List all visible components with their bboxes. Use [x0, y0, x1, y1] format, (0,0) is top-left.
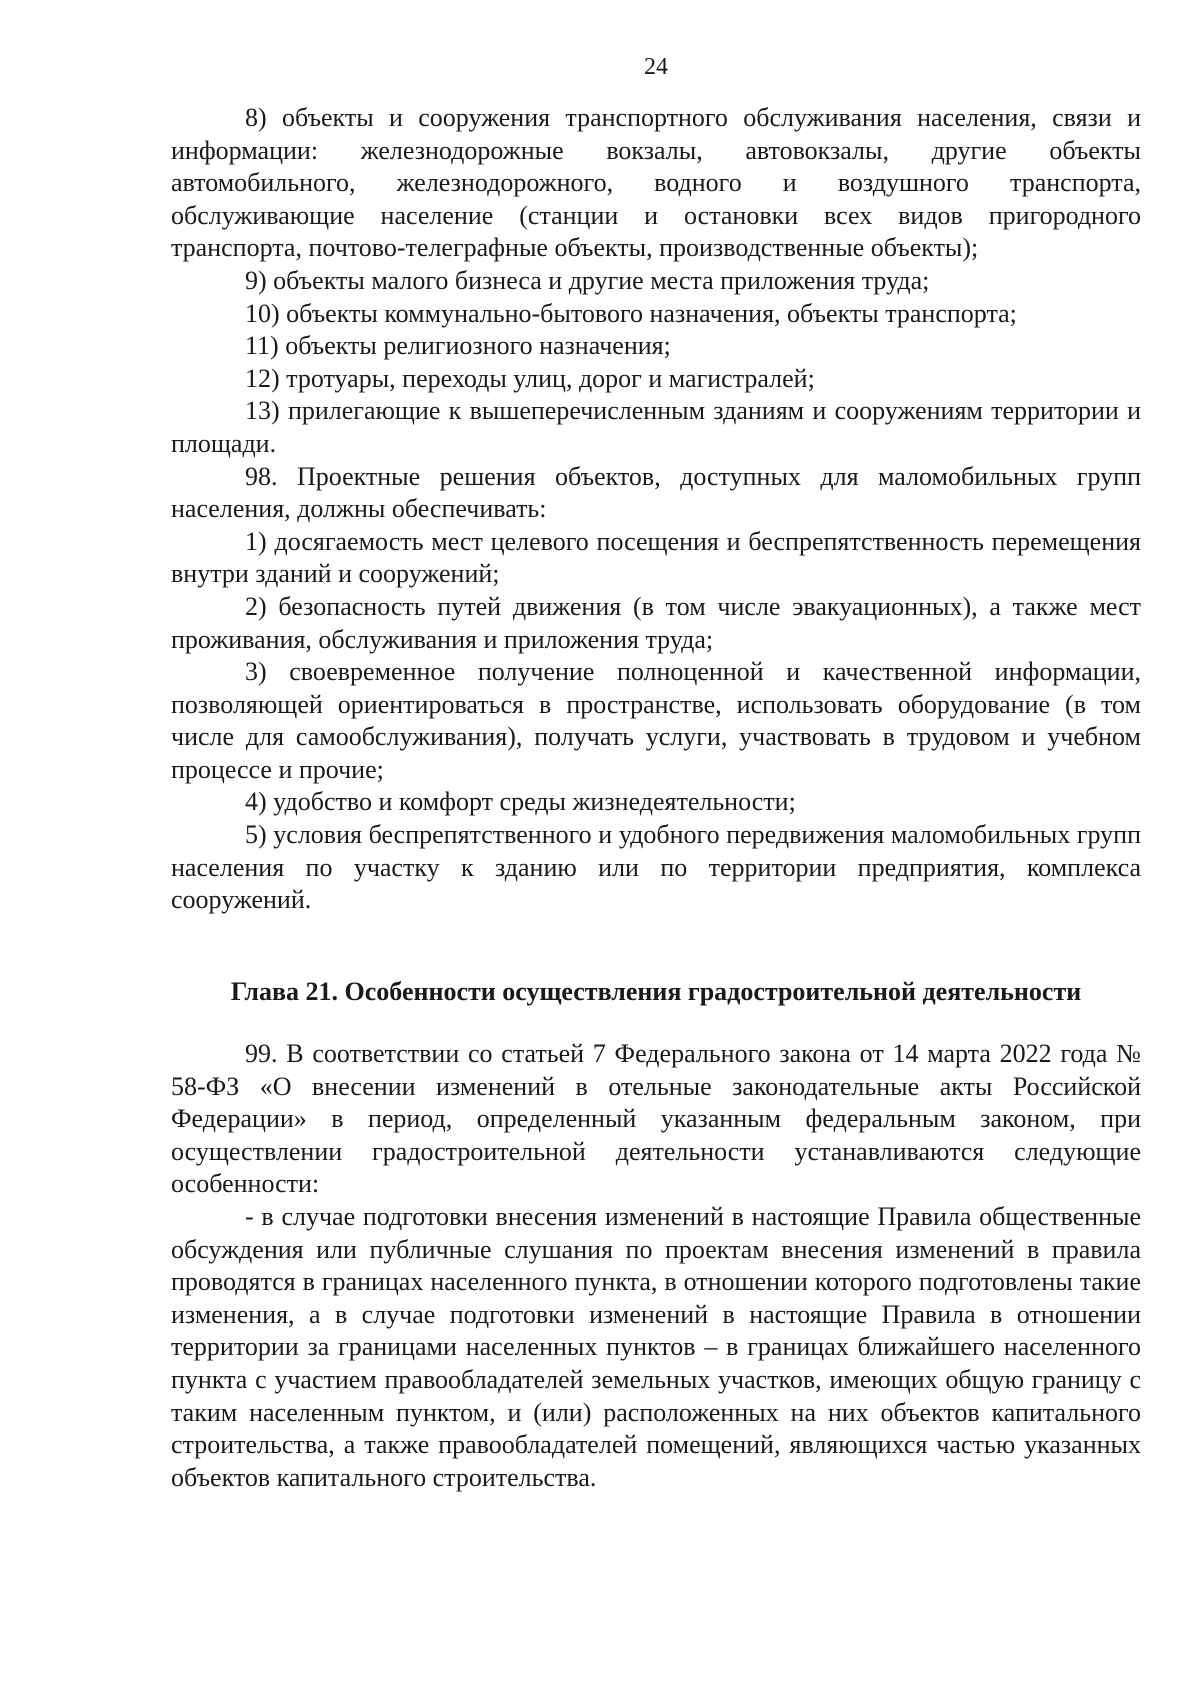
paragraph-98-item-4: 4) удобство и комфорт среды жизнедеятельности; [245, 787, 796, 817]
paragraph-98-item-1: 1) досягаемость мест целевого посещения и беспрепятственность перемещения внутри зданий и сооружений; [171, 526, 1141, 589]
chapter-heading: Глава 21. Особенности осуществления градостроительной деятельности [230, 977, 1082, 1006]
list-section [171, 102, 1141, 917]
paragraph-item-10: 10) объекты коммунально-бытового назначения, объекты транспорта; [245, 298, 1017, 328]
paragraph-item-11: 11) объекты религиозного назначения; [245, 331, 671, 361]
paragraph-98-item-3: 3) своевременное получение полноценной и качественной информации, позволяющей ориентироваться в пространстве, использовать оборудование (в том числе для самообслуживания), получать услуги, участвовать в трудовом и учебном процессе и прочие; [171, 657, 1141, 784]
paragraph-98-item-2: 2) безопасность путей движения (в том числе эвакуационных), а также мест проживания, обслуживания и приложения труда; [171, 591, 1141, 654]
paragraph-98: 98. Проектные решения объектов, доступных для маломобильных групп населения, должны обеспечивать: [171, 461, 1141, 524]
paragraph-item-8: 8) объекты и сооружения транспортного обслуживания населения, связи и информации: железнодорожные вокзалы, автовокзалы, другие объекты автомобильного, железнодорожного, водного и воздушного транспорта, обслуживающие население (станции и остановки всех видов пригородного транспорта, почтово-телеграфные объекты, производственные объекты); [171, 103, 1141, 263]
paragraph-item-13: 13) прилегающие к вышеперечисленным зданиям и сооружениям территории и площади. [171, 396, 1141, 458]
paragraph-99-item: - в случае подготовки внесения изменений в настоящие Правила общественные обсуждения или публичные слушания по проектам внесения изменений в правила проводятся в границах населенного пункта, в отношении которого подготовлены такие изменения, а в случае подготовки изменений в настоящие Правила в отношении территории за границами населенных пунктов – в границах ближайшего населенного пункта с участием правообладателей земельных участков, имеющих общую границу с таким населенным пунктом, и (или) расположенных на них объектов капитального строительства, а также правообладателей помещений, являющихся частью указанных объектов капитального строительства. [171, 1201, 1141, 1492]
paragraph-98-item-5: 5) условия беспрепятственного и удобного передвижения маломобильных групп населения по участку к зданию или по территории предприятия, комплекса сооружений. [171, 820, 1141, 915]
chapter-21-section [171, 1038, 1141, 1494]
paragraph-99: 99. В соответствии со статьей 7 Федерального закона от 14 марта 2022 года № 58-ФЗ «О внесении изменений в отельные законодательные акты Российской Федерации» в период, определенный указанным федеральным законом, при осуществлении градостроительной деятельности устанавливаются следующие особенности: [171, 1039, 1141, 1199]
paragraph-item-9: 9) объекты малого бизнеса и другие места приложения труда; [245, 265, 930, 295]
page-number: 24 [644, 54, 668, 80]
paragraph-item-12: 12) тротуары, переходы улиц, дорог и магистралей; [245, 363, 815, 393]
